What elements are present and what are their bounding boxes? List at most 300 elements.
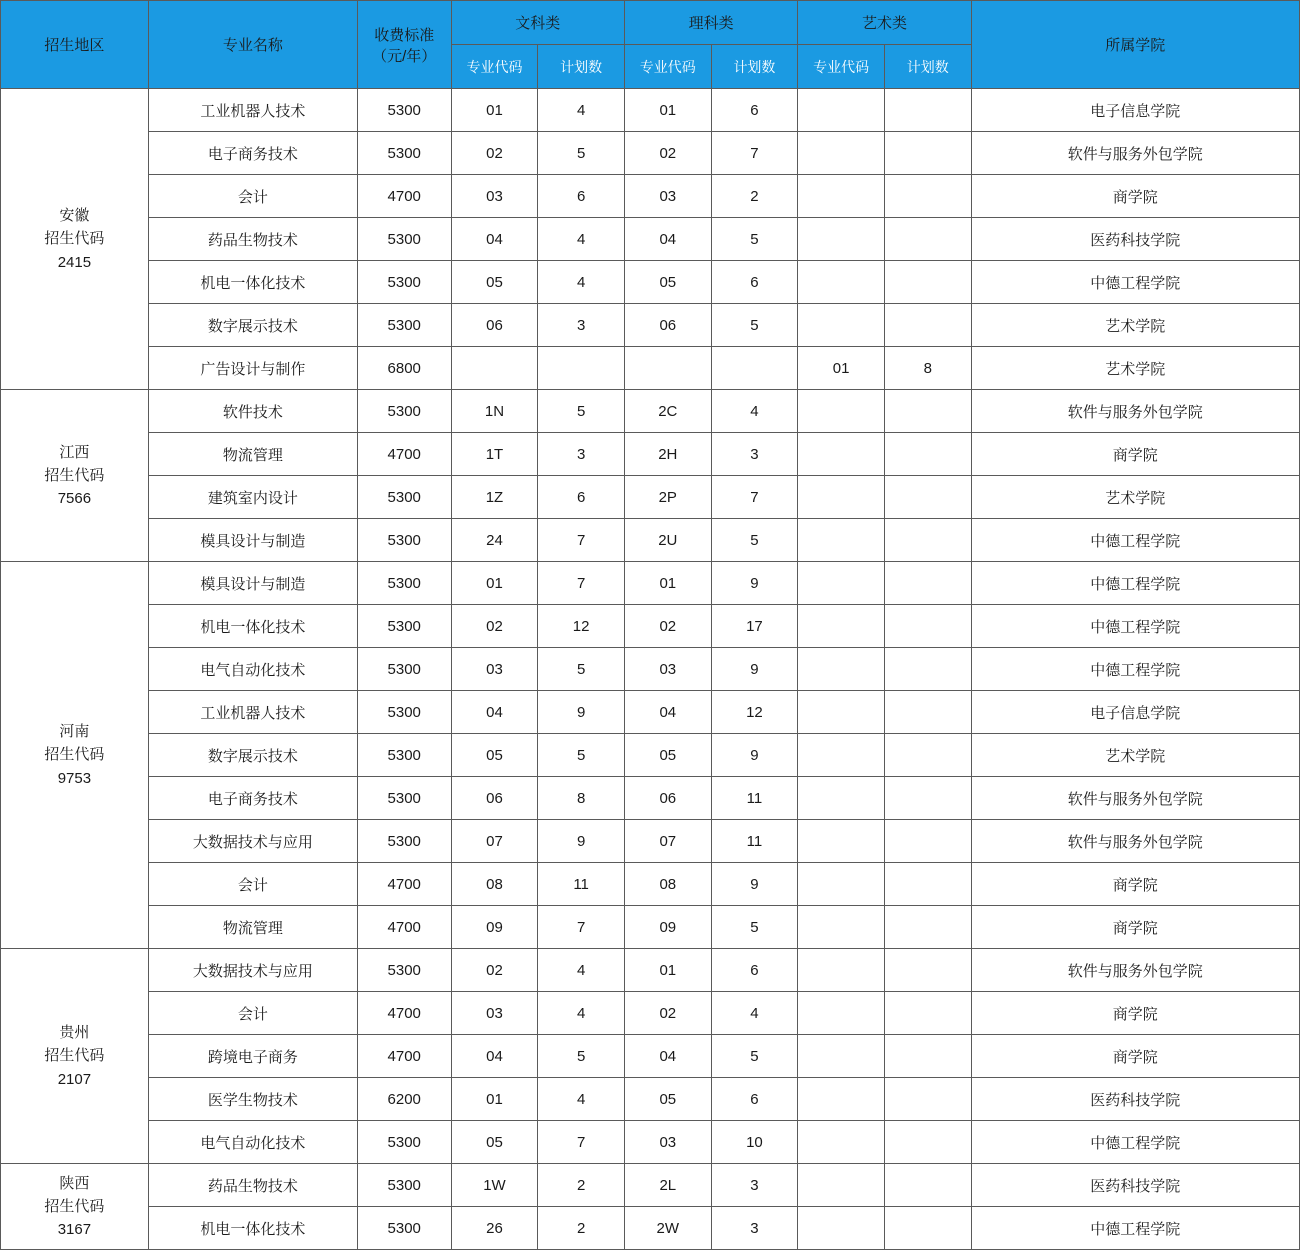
table-row [1, 863, 1300, 906]
region-line: 招生代码 [44, 466, 105, 484]
major-cell: 电气自动化技术 [148, 648, 357, 691]
major-cell: 医学生物技术 [148, 1078, 357, 1121]
college-cell: 中德工程学院 [971, 648, 1299, 691]
liberal-plan-cell [538, 347, 625, 390]
major-cell: 软件技术 [148, 390, 357, 433]
liberal-plan-cell: 4 [538, 261, 625, 304]
region-line: 江西 [59, 443, 90, 461]
college-cell: 艺术学院 [971, 734, 1299, 777]
science-plan-cell: 2 [711, 175, 798, 218]
region-line: 安徽 [59, 207, 90, 225]
science-plan-cell: 6 [711, 1078, 798, 1121]
liberal-plan-cell: 9 [538, 691, 625, 734]
fee-cell: 4700 [357, 175, 451, 218]
science-code-cell: 07 [624, 820, 711, 863]
major-cell: 大数据技术与应用 [148, 949, 357, 992]
liberal-plan-cell: 5 [538, 648, 625, 691]
liberal-plan-cell: 4 [538, 218, 625, 261]
art-code-cell [798, 218, 885, 261]
science-code-cell: 06 [624, 304, 711, 347]
science-plan-cell: 6 [711, 261, 798, 304]
college-cell: 艺术学院 [971, 476, 1299, 519]
region-line: 2107 [57, 1070, 92, 1088]
liberal-plan-cell: 2 [538, 1207, 625, 1250]
art-code-cell [798, 734, 885, 777]
college-cell: 中德工程学院 [971, 519, 1299, 562]
art-code-cell [798, 1078, 885, 1121]
college-cell: 中德工程学院 [971, 1207, 1299, 1250]
major-cell: 数字展示技术 [148, 734, 357, 777]
table-row [1, 562, 1300, 605]
college-cell: 中德工程学院 [971, 1121, 1299, 1164]
art-plan-cell [884, 906, 971, 949]
region-cell [1, 562, 149, 949]
header-row-top [1, 1, 1300, 45]
fee-cell: 4700 [357, 433, 451, 476]
science-code-cell: 04 [624, 691, 711, 734]
fee-cell: 5300 [357, 820, 451, 863]
major-cell: 数字展示技术 [148, 304, 357, 347]
art-plan-cell [884, 476, 971, 519]
major-cell: 工业机器人技术 [148, 691, 357, 734]
science-code-cell: 2P [624, 476, 711, 519]
table-row [1, 906, 1300, 949]
science-code-cell: 2H [624, 433, 711, 476]
science-plan-cell: 9 [711, 648, 798, 691]
fee-cell: 5300 [357, 691, 451, 734]
art-code-cell [798, 777, 885, 820]
art-code-cell [798, 1207, 885, 1250]
science-code-cell: 08 [624, 863, 711, 906]
science-plan-cell: 9 [711, 863, 798, 906]
college-cell: 软件与服务外包学院 [971, 777, 1299, 820]
art-plan-cell [884, 1035, 971, 1078]
art-code-cell [798, 1121, 885, 1164]
region-cell [1, 390, 149, 562]
college-cell: 电子信息学院 [971, 691, 1299, 734]
science-code-cell: 03 [624, 1121, 711, 1164]
art-plan-cell [884, 562, 971, 605]
art-code-cell [798, 820, 885, 863]
art-plan-cell [884, 433, 971, 476]
science-code-cell: 2L [624, 1164, 711, 1207]
science-code-cell: 04 [624, 218, 711, 261]
liberal-plan-cell: 8 [538, 777, 625, 820]
header-fee-line2: （元/年） [372, 47, 437, 65]
region-line: 招生代码 [44, 1197, 105, 1215]
art-plan-cell [884, 863, 971, 906]
science-code-cell: 03 [624, 648, 711, 691]
science-plan-cell: 9 [711, 562, 798, 605]
liberal-code-cell: 06 [451, 777, 538, 820]
liberal-code-cell [451, 347, 538, 390]
liberal-code-cell: 01 [451, 89, 538, 132]
header-fee [357, 1, 451, 89]
art-code-cell [798, 949, 885, 992]
fee-cell: 5300 [357, 89, 451, 132]
art-code-cell [798, 519, 885, 562]
science-code-cell: 2W [624, 1207, 711, 1250]
liberal-plan-cell: 3 [538, 304, 625, 347]
major-cell: 工业机器人技术 [148, 89, 357, 132]
college-cell: 医药科技学院 [971, 1078, 1299, 1121]
header-college: 所属学院 [971, 1, 1299, 89]
liberal-plan-cell: 4 [538, 1078, 625, 1121]
region-line: 招生代码 [44, 230, 105, 248]
liberal-code-cell: 04 [451, 218, 538, 261]
fee-cell: 6200 [357, 1078, 451, 1121]
liberal-plan-cell: 5 [538, 132, 625, 175]
fee-cell: 5300 [357, 132, 451, 175]
college-cell: 中德工程学院 [971, 261, 1299, 304]
header-fee-line1: 收费标准 [374, 26, 435, 44]
liberal-code-cell: 03 [451, 648, 538, 691]
fee-cell: 5300 [357, 1164, 451, 1207]
table-header [1, 1, 1300, 89]
art-plan-cell [884, 175, 971, 218]
art-plan-cell [884, 132, 971, 175]
table-row [1, 820, 1300, 863]
college-cell: 商学院 [971, 175, 1299, 218]
science-code-cell: 01 [624, 949, 711, 992]
major-cell: 会计 [148, 175, 357, 218]
liberal-code-cell: 08 [451, 863, 538, 906]
table-row [1, 347, 1300, 390]
science-plan-cell: 17 [711, 605, 798, 648]
fee-cell: 5300 [357, 1121, 451, 1164]
science-code-cell [624, 347, 711, 390]
liberal-code-cell: 26 [451, 1207, 538, 1250]
table-row [1, 1164, 1300, 1207]
region-cell [1, 949, 149, 1164]
fee-cell: 5300 [357, 390, 451, 433]
liberal-code-cell: 03 [451, 992, 538, 1035]
art-code-cell [798, 863, 885, 906]
liberal-code-cell: 01 [451, 562, 538, 605]
art-plan-cell [884, 1207, 971, 1250]
science-code-cell: 02 [624, 992, 711, 1035]
table-row [1, 433, 1300, 476]
table-row [1, 390, 1300, 433]
liberal-code-cell: 02 [451, 605, 538, 648]
major-cell: 建筑室内设计 [148, 476, 357, 519]
art-code-cell: 01 [798, 347, 885, 390]
art-code-cell [798, 433, 885, 476]
table-row [1, 519, 1300, 562]
science-code-cell: 03 [624, 175, 711, 218]
art-code-cell [798, 261, 885, 304]
art-code-cell [798, 89, 885, 132]
liberal-code-cell: 05 [451, 1121, 538, 1164]
liberal-code-cell: 01 [451, 1078, 538, 1121]
region-line: 河南 [59, 723, 90, 741]
science-code-cell: 05 [624, 734, 711, 777]
region-line: 3167 [57, 1221, 92, 1239]
science-code-cell: 06 [624, 777, 711, 820]
major-cell: 机电一体化技术 [148, 1207, 357, 1250]
art-code-cell [798, 691, 885, 734]
major-cell: 电气自动化技术 [148, 1121, 357, 1164]
art-plan-cell [884, 218, 971, 261]
college-cell: 软件与服务外包学院 [971, 390, 1299, 433]
science-plan-cell: 6 [711, 89, 798, 132]
liberal-plan-cell: 7 [538, 906, 625, 949]
science-plan-cell: 7 [711, 132, 798, 175]
liberal-plan-cell: 7 [538, 1121, 625, 1164]
liberal-plan-cell: 12 [538, 605, 625, 648]
college-cell: 软件与服务外包学院 [971, 132, 1299, 175]
art-plan-cell [884, 1078, 971, 1121]
science-code-cell: 2C [624, 390, 711, 433]
fee-cell: 5300 [357, 648, 451, 691]
art-code-cell [798, 1035, 885, 1078]
region-cell [1, 1164, 149, 1250]
college-cell: 商学院 [971, 1035, 1299, 1078]
science-code-cell: 2U [624, 519, 711, 562]
header-art-plan: 计划数 [884, 45, 971, 89]
liberal-plan-cell: 3 [538, 433, 625, 476]
college-cell: 电子信息学院 [971, 89, 1299, 132]
science-code-cell: 01 [624, 562, 711, 605]
liberal-code-cell: 03 [451, 175, 538, 218]
liberal-plan-cell: 5 [538, 1035, 625, 1078]
table-row [1, 218, 1300, 261]
art-code-cell [798, 304, 885, 347]
fee-cell: 5300 [357, 476, 451, 519]
major-cell: 广告设计与制作 [148, 347, 357, 390]
art-code-cell [798, 605, 885, 648]
table-row [1, 132, 1300, 175]
header-liberal-arts: 文科类 [451, 1, 624, 45]
region-line: 招生代码 [44, 746, 105, 764]
art-plan-cell [884, 261, 971, 304]
art-plan-cell [884, 820, 971, 863]
region-line: 2415 [57, 253, 92, 271]
liberal-code-cell: 04 [451, 691, 538, 734]
table-row [1, 89, 1300, 132]
college-cell: 商学院 [971, 992, 1299, 1035]
region-line: 陕西 [59, 1174, 90, 1192]
science-plan-cell: 5 [711, 906, 798, 949]
liberal-plan-cell: 7 [538, 562, 625, 605]
art-code-cell [798, 992, 885, 1035]
region-line: 贵州 [59, 1024, 90, 1042]
table-row [1, 777, 1300, 820]
science-plan-cell: 3 [711, 433, 798, 476]
liberal-plan-cell: 9 [538, 820, 625, 863]
science-plan-cell: 4 [711, 992, 798, 1035]
fee-cell: 5300 [357, 304, 451, 347]
liberal-code-cell: 04 [451, 1035, 538, 1078]
college-cell: 中德工程学院 [971, 562, 1299, 605]
fee-cell: 4700 [357, 863, 451, 906]
science-code-cell: 05 [624, 261, 711, 304]
table-row [1, 605, 1300, 648]
fee-cell: 4700 [357, 1035, 451, 1078]
major-cell: 机电一体化技术 [148, 261, 357, 304]
science-code-cell: 09 [624, 906, 711, 949]
art-code-cell [798, 562, 885, 605]
table-row [1, 476, 1300, 519]
liberal-code-cell: 1N [451, 390, 538, 433]
liberal-plan-cell: 4 [538, 89, 625, 132]
liberal-code-cell: 1Z [451, 476, 538, 519]
fee-cell: 5300 [357, 605, 451, 648]
science-plan-cell: 3 [711, 1164, 798, 1207]
major-cell: 大数据技术与应用 [148, 820, 357, 863]
science-plan-cell: 12 [711, 691, 798, 734]
table-body [1, 89, 1300, 1250]
art-plan-cell [884, 949, 971, 992]
art-code-cell [798, 132, 885, 175]
table-row [1, 304, 1300, 347]
liberal-plan-cell: 6 [538, 175, 625, 218]
header-art: 艺术类 [798, 1, 971, 45]
art-plan-cell [884, 777, 971, 820]
science-plan-cell: 11 [711, 777, 798, 820]
header-liberal-plan: 计划数 [538, 45, 625, 89]
art-code-cell [798, 906, 885, 949]
science-plan-cell [711, 347, 798, 390]
art-code-cell [798, 648, 885, 691]
table-row [1, 949, 1300, 992]
science-plan-cell: 5 [711, 519, 798, 562]
liberal-plan-cell: 5 [538, 734, 625, 777]
major-cell: 电子商务技术 [148, 777, 357, 820]
major-cell: 机电一体化技术 [148, 605, 357, 648]
table-row [1, 691, 1300, 734]
art-plan-cell [884, 691, 971, 734]
header-major: 专业名称 [148, 1, 357, 89]
liberal-code-cell: 06 [451, 304, 538, 347]
header-art-code: 专业代码 [798, 45, 885, 89]
table-row [1, 1035, 1300, 1078]
liberal-code-cell: 07 [451, 820, 538, 863]
college-cell: 医药科技学院 [971, 1164, 1299, 1207]
art-plan-cell [884, 304, 971, 347]
art-code-cell [798, 476, 885, 519]
art-plan-cell [884, 648, 971, 691]
art-plan-cell [884, 1164, 971, 1207]
table-row [1, 175, 1300, 218]
science-plan-cell: 5 [711, 218, 798, 261]
science-plan-cell: 4 [711, 390, 798, 433]
college-cell: 商学院 [971, 433, 1299, 476]
fee-cell: 5300 [357, 949, 451, 992]
science-plan-cell: 11 [711, 820, 798, 863]
table-row [1, 261, 1300, 304]
liberal-plan-cell: 5 [538, 390, 625, 433]
major-cell: 会计 [148, 992, 357, 1035]
liberal-code-cell: 05 [451, 734, 538, 777]
liberal-code-cell: 05 [451, 261, 538, 304]
liberal-plan-cell: 6 [538, 476, 625, 519]
college-cell: 艺术学院 [971, 304, 1299, 347]
science-plan-cell: 9 [711, 734, 798, 777]
fee-cell: 5300 [357, 218, 451, 261]
art-plan-cell [884, 390, 971, 433]
liberal-code-cell: 02 [451, 132, 538, 175]
liberal-plan-cell: 11 [538, 863, 625, 906]
table-row [1, 992, 1300, 1035]
fee-cell: 5300 [357, 1207, 451, 1250]
fee-cell: 5300 [357, 562, 451, 605]
college-cell: 商学院 [971, 863, 1299, 906]
table-row [1, 648, 1300, 691]
liberal-plan-cell: 4 [538, 992, 625, 1035]
table-row [1, 734, 1300, 777]
college-cell: 中德工程学院 [971, 605, 1299, 648]
liberal-code-cell: 24 [451, 519, 538, 562]
header-science-plan: 计划数 [711, 45, 798, 89]
fee-cell: 5300 [357, 261, 451, 304]
fee-cell: 5300 [357, 734, 451, 777]
art-plan-cell [884, 519, 971, 562]
major-cell: 模具设计与制造 [148, 562, 357, 605]
major-cell: 模具设计与制造 [148, 519, 357, 562]
region-line: 7566 [57, 490, 92, 508]
liberal-plan-cell: 2 [538, 1164, 625, 1207]
major-cell: 物流管理 [148, 906, 357, 949]
art-plan-cell [884, 992, 971, 1035]
region-line: 招生代码 [44, 1047, 105, 1065]
major-cell: 电子商务技术 [148, 132, 357, 175]
major-cell: 跨境电子商务 [148, 1035, 357, 1078]
science-code-cell: 04 [624, 1035, 711, 1078]
major-cell: 药品生物技术 [148, 1164, 357, 1207]
art-code-cell [798, 1164, 885, 1207]
liberal-plan-cell: 4 [538, 949, 625, 992]
college-cell: 软件与服务外包学院 [971, 820, 1299, 863]
science-code-cell: 01 [624, 89, 711, 132]
liberal-code-cell: 1W [451, 1164, 538, 1207]
liberal-code-cell: 09 [451, 906, 538, 949]
college-cell: 医药科技学院 [971, 218, 1299, 261]
header-liberal-code: 专业代码 [451, 45, 538, 89]
science-plan-cell: 5 [711, 1035, 798, 1078]
major-cell: 药品生物技术 [148, 218, 357, 261]
major-cell: 会计 [148, 863, 357, 906]
art-plan-cell [884, 89, 971, 132]
art-plan-cell [884, 605, 971, 648]
science-plan-cell: 10 [711, 1121, 798, 1164]
fee-cell: 5300 [357, 777, 451, 820]
art-code-cell [798, 390, 885, 433]
table-row [1, 1078, 1300, 1121]
region-cell [1, 89, 149, 390]
college-cell: 商学院 [971, 906, 1299, 949]
college-cell: 艺术学院 [971, 347, 1299, 390]
art-plan-cell [884, 734, 971, 777]
college-cell: 软件与服务外包学院 [971, 949, 1299, 992]
fee-cell: 5300 [357, 519, 451, 562]
major-cell: 物流管理 [148, 433, 357, 476]
science-code-cell: 05 [624, 1078, 711, 1121]
art-plan-cell: 8 [884, 347, 971, 390]
region-line: 9753 [57, 769, 92, 787]
header-science-code: 专业代码 [624, 45, 711, 89]
header-region: 招生地区 [1, 1, 149, 89]
science-plan-cell: 6 [711, 949, 798, 992]
science-code-cell: 02 [624, 132, 711, 175]
table-row [1, 1121, 1300, 1164]
table-row [1, 1207, 1300, 1250]
header-science: 理科类 [624, 1, 797, 45]
science-code-cell: 02 [624, 605, 711, 648]
fee-cell: 6800 [357, 347, 451, 390]
fee-cell: 4700 [357, 906, 451, 949]
fee-cell: 4700 [357, 992, 451, 1035]
